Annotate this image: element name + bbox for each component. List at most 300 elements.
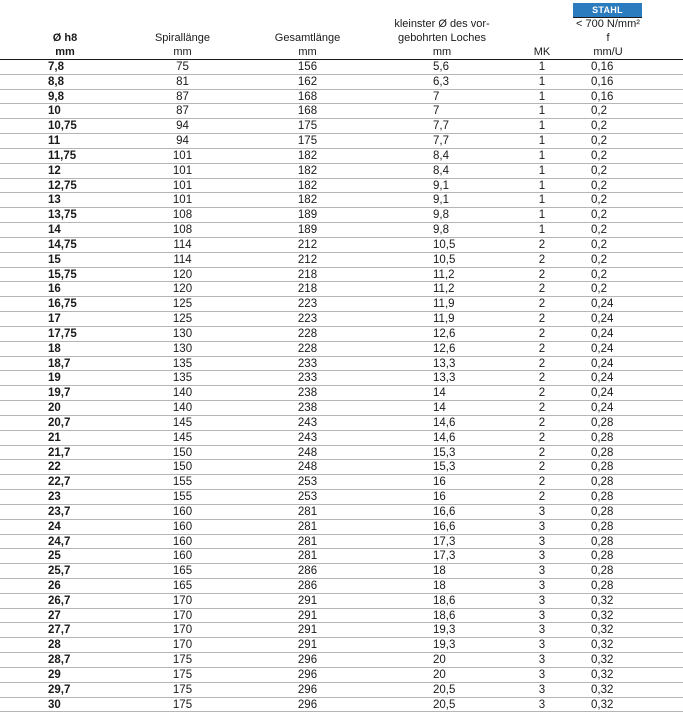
cell-spiral-length: 170 (172, 624, 193, 637)
cell-diameter: 10 (48, 105, 61, 118)
cell-mk: 2 (538, 387, 546, 400)
cell-spiral-length: 135 (172, 372, 193, 385)
cell-feed: 0,16 (591, 75, 614, 88)
cell-mk: 2 (538, 402, 546, 415)
cell-diameter: 23,7 (48, 505, 71, 518)
cell-mk: 1 (538, 90, 546, 103)
cell-spiral-length: 101 (172, 194, 193, 207)
cell-spiral-length: 101 (172, 164, 193, 177)
cell-feed: 0,2 (591, 164, 607, 177)
table-row (0, 623, 683, 638)
cell-feed: 0,32 (591, 639, 614, 652)
table-row (0, 134, 683, 149)
header-spiral-length: Spirallänge mm (154, 32, 211, 58)
cell-smallest-hole: 18 (433, 579, 446, 592)
cell-diameter: 13 (48, 194, 61, 207)
cell-total-length: 238 (297, 387, 318, 400)
cell-mk: 3 (538, 609, 546, 622)
cell-smallest-hole: 9,1 (433, 179, 449, 192)
cell-total-length: 291 (297, 639, 318, 652)
cell-total-length: 156 (297, 61, 318, 73)
cell-total-length: 212 (297, 253, 318, 266)
cell-total-length: 281 (297, 520, 318, 533)
cell-spiral-length: 175 (172, 698, 193, 711)
cell-spiral-length: 175 (172, 683, 193, 696)
cell-smallest-hole: 14 (433, 402, 446, 415)
cell-feed: 0,2 (591, 135, 607, 148)
cell-feed: 0,2 (591, 224, 607, 237)
cell-total-length: 168 (297, 105, 318, 118)
table-row (0, 193, 683, 208)
cell-diameter: 15 (48, 253, 61, 266)
cell-feed: 0,24 (591, 402, 614, 415)
cell-mk: 3 (538, 594, 546, 607)
cell-spiral-length: 87 (176, 90, 189, 103)
cell-smallest-hole: 9,8 (433, 224, 449, 237)
cell-spiral-length: 75 (176, 61, 189, 73)
cell-smallest-hole: 12,6 (433, 342, 456, 355)
table-row (0, 535, 683, 550)
cell-total-length: 223 (297, 298, 318, 311)
table-row (0, 401, 683, 416)
cell-feed: 0,32 (591, 624, 614, 637)
cell-mk: 3 (538, 520, 546, 533)
cell-smallest-hole: 18,6 (433, 609, 456, 622)
cell-total-length: 286 (297, 565, 318, 578)
cell-feed: 0,28 (591, 416, 614, 429)
table-row (0, 357, 683, 372)
cell-diameter: 17 (48, 313, 61, 326)
cell-diameter: 28 (48, 639, 61, 652)
cell-mk: 2 (538, 298, 546, 311)
cell-feed: 0,16 (591, 61, 614, 73)
cell-total-length: 182 (297, 194, 318, 207)
table-row (0, 475, 683, 490)
cell-spiral-length: 145 (172, 431, 193, 444)
cell-spiral-length: 140 (172, 387, 193, 400)
cell-spiral-length: 94 (176, 120, 189, 133)
cell-spiral-length: 165 (172, 579, 193, 592)
table-row (0, 149, 683, 164)
cell-feed: 0,28 (591, 535, 614, 548)
cell-mk: 2 (538, 446, 546, 459)
table-row (0, 386, 683, 401)
cell-diameter: 14,75 (48, 238, 77, 251)
table-row (0, 668, 683, 683)
table-row (0, 653, 683, 668)
cell-mk: 2 (538, 238, 546, 251)
header-feed: < 700 N/mm² f mm/U (576, 18, 640, 58)
cell-feed: 0,28 (591, 431, 614, 444)
cell-diameter: 29 (48, 668, 61, 681)
cell-diameter: 9,8 (48, 90, 64, 103)
cell-feed: 0,24 (591, 357, 614, 370)
table-row (0, 446, 683, 461)
cell-spiral-length: 155 (172, 491, 193, 504)
cell-spiral-length: 94 (176, 135, 189, 148)
cell-total-length: 175 (297, 135, 318, 148)
cell-feed: 0,2 (591, 194, 607, 207)
cell-mk: 1 (538, 209, 546, 222)
cell-total-length: 253 (297, 491, 318, 504)
cell-spiral-length: 140 (172, 402, 193, 415)
cell-mk: 1 (538, 75, 546, 88)
table-row (0, 342, 683, 357)
cell-total-length: 296 (297, 668, 318, 681)
cell-diameter: 23 (48, 491, 61, 504)
table-row (0, 549, 683, 564)
cell-diameter: 16,75 (48, 298, 77, 311)
cell-total-length: 296 (297, 698, 318, 711)
cell-mk: 1 (538, 164, 546, 177)
cell-feed: 0,32 (591, 654, 614, 667)
cell-smallest-hole: 16,6 (433, 520, 456, 533)
cell-total-length: 243 (297, 431, 318, 444)
table-row (0, 683, 683, 698)
cell-total-length: 291 (297, 624, 318, 637)
cell-diameter: 11 (48, 135, 61, 148)
cell-spiral-length: 130 (172, 342, 193, 355)
cell-diameter: 21 (48, 431, 61, 444)
cell-smallest-hole: 19,3 (433, 639, 456, 652)
cell-smallest-hole: 8,4 (433, 164, 449, 177)
cell-diameter: 18 (48, 342, 61, 355)
header-diameter: Ø h8 mm (52, 32, 78, 58)
cell-mk: 2 (538, 268, 546, 281)
cell-diameter: 28,7 (48, 654, 71, 667)
cell-mk: 2 (538, 313, 546, 326)
cell-total-length: 233 (297, 372, 318, 385)
cell-mk: 1 (538, 135, 546, 148)
cell-smallest-hole: 7 (433, 105, 440, 118)
cell-smallest-hole: 12,6 (433, 327, 456, 340)
cell-feed: 0,28 (591, 579, 614, 592)
cell-spiral-length: 114 (173, 238, 192, 251)
cell-smallest-hole: 15,3 (433, 461, 456, 474)
table-row (0, 579, 683, 594)
cell-mk: 1 (538, 61, 546, 73)
cell-spiral-length: 87 (176, 105, 189, 118)
cell-total-length: 296 (297, 654, 318, 667)
cell-total-length: 228 (297, 327, 318, 340)
cell-spiral-length: 170 (172, 609, 193, 622)
cell-total-length: 182 (297, 164, 318, 177)
cell-smallest-hole: 20,5 (433, 683, 456, 696)
cell-mk: 2 (538, 491, 546, 504)
cell-smallest-hole: 8,4 (433, 149, 449, 162)
table-row (0, 238, 683, 253)
cell-mk: 2 (538, 253, 546, 266)
cell-mk: 2 (538, 416, 546, 429)
cell-smallest-hole: 7,7 (433, 120, 449, 133)
cell-feed: 0,24 (591, 327, 614, 340)
cell-spiral-length: 135 (172, 357, 193, 370)
cell-diameter: 24 (48, 520, 61, 533)
cell-smallest-hole: 11,9 (433, 313, 455, 326)
cell-mk: 2 (538, 327, 546, 340)
cell-smallest-hole: 7,7 (433, 135, 449, 148)
cell-mk: 1 (538, 149, 546, 162)
cell-feed: 0,2 (591, 253, 607, 266)
cell-spiral-length: 150 (172, 446, 193, 459)
cell-spiral-length: 108 (172, 224, 193, 237)
cell-feed: 0,32 (591, 698, 614, 711)
cell-mk: 3 (538, 654, 546, 667)
cell-smallest-hole: 11,9 (433, 298, 455, 311)
cell-smallest-hole: 20,5 (433, 698, 456, 711)
cell-feed: 0,2 (591, 105, 607, 118)
header-mk: MK (533, 46, 551, 58)
cell-spiral-length: 114 (173, 253, 192, 266)
cell-mk: 2 (538, 461, 546, 474)
cell-total-length: 223 (297, 313, 318, 326)
cell-diameter: 22 (48, 461, 61, 474)
cell-diameter: 12,75 (48, 179, 77, 192)
cell-diameter: 19,7 (48, 387, 71, 400)
cell-diameter: 25 (48, 550, 61, 563)
cell-spiral-length: 175 (172, 654, 193, 667)
cell-feed: 0,28 (591, 550, 614, 563)
cell-spiral-length: 160 (172, 505, 193, 518)
cell-smallest-hole: 7 (433, 90, 440, 103)
cell-spiral-length: 125 (172, 313, 193, 326)
cell-diameter: 20,7 (48, 416, 71, 429)
cell-diameter: 19 (48, 372, 61, 385)
cell-mk: 3 (538, 683, 546, 696)
cell-mk: 3 (538, 565, 546, 578)
cell-feed: 0,32 (591, 683, 614, 696)
cell-total-length: 218 (297, 268, 318, 281)
cell-mk: 3 (538, 668, 546, 681)
header-total-length: Gesamtlänge mm (274, 32, 341, 58)
cell-spiral-length: 160 (172, 520, 193, 533)
cell-total-length: 162 (297, 75, 318, 88)
cell-diameter: 26,7 (48, 594, 71, 607)
cell-total-length: 189 (297, 209, 318, 222)
cell-feed: 0,2 (591, 179, 607, 192)
cell-diameter: 29,7 (48, 683, 71, 696)
cell-diameter: 20 (48, 402, 61, 415)
table-row (0, 564, 683, 579)
cell-spiral-length: 120 (172, 268, 193, 281)
cell-diameter: 13,75 (48, 209, 77, 222)
cell-total-length: 281 (297, 550, 318, 563)
cell-mk: 1 (538, 194, 546, 207)
cell-smallest-hole: 9,1 (433, 194, 449, 207)
cell-diameter: 7,8 (48, 61, 64, 73)
cell-spiral-length: 150 (172, 461, 193, 474)
table-row (0, 282, 683, 297)
cell-diameter: 12 (48, 164, 61, 177)
cell-diameter: 27 (48, 609, 61, 622)
cell-spiral-length: 108 (172, 209, 193, 222)
cell-total-length: 243 (297, 416, 318, 429)
table-row (0, 179, 683, 194)
cell-feed: 0,32 (591, 609, 614, 622)
cell-total-length: 238 (297, 402, 318, 415)
cell-feed: 0,28 (591, 491, 614, 504)
cell-smallest-hole: 15,3 (433, 446, 456, 459)
cell-feed: 0,2 (591, 283, 607, 296)
cell-spiral-length: 160 (172, 535, 193, 548)
table-row (0, 698, 683, 713)
cell-total-length: 228 (297, 342, 318, 355)
table-row (0, 371, 683, 386)
cell-diameter: 17,75 (48, 327, 77, 340)
table-body (0, 60, 683, 712)
cell-diameter: 10,75 (48, 120, 77, 133)
cell-total-length: 212 (297, 238, 318, 251)
cell-feed: 0,28 (591, 461, 614, 474)
cell-diameter: 8,8 (48, 75, 64, 88)
cell-diameter: 22,7 (48, 476, 71, 489)
cell-feed: 0,32 (591, 594, 614, 607)
cell-total-length: 291 (297, 609, 318, 622)
cell-mk: 3 (538, 624, 546, 637)
table-row (0, 90, 683, 105)
cell-spiral-length: 165 (172, 565, 193, 578)
cell-total-length: 286 (297, 579, 318, 592)
cell-spiral-length: 155 (172, 476, 193, 489)
material-badge-stahl: STAHL (573, 3, 642, 17)
cell-smallest-hole: 18 (433, 565, 446, 578)
cell-spiral-length: 170 (172, 594, 193, 607)
cell-total-length: 281 (297, 535, 318, 548)
cell-smallest-hole: 13,3 (433, 357, 456, 370)
table-row (0, 104, 683, 119)
cell-diameter: 11,75 (48, 149, 77, 162)
cell-total-length: 189 (297, 224, 318, 237)
cell-feed: 0,24 (591, 313, 614, 326)
table-row (0, 297, 683, 312)
table-row (0, 609, 683, 624)
cell-smallest-hole: 16 (433, 476, 446, 489)
header-smallest-hole: kleinster Ø des vor- gebohrten Loches mm (394, 18, 490, 58)
cell-spiral-length: 130 (172, 327, 193, 340)
cell-diameter: 26 (48, 579, 61, 592)
cell-mk: 3 (538, 579, 546, 592)
cell-mk: 3 (538, 505, 546, 518)
cell-total-length: 175 (297, 120, 318, 133)
table-row (0, 327, 683, 342)
table-row (0, 164, 683, 179)
cell-feed: 0,24 (591, 372, 614, 385)
cell-spiral-length: 101 (172, 179, 193, 192)
cell-mk: 1 (538, 105, 546, 118)
cell-smallest-hole: 14,6 (433, 431, 456, 444)
cell-total-length: 248 (297, 461, 318, 474)
cell-mk: 1 (538, 224, 546, 237)
cell-diameter: 27,7 (48, 624, 71, 637)
cell-mk: 2 (538, 283, 546, 296)
cell-smallest-hole: 14 (433, 387, 446, 400)
cell-feed: 0,28 (591, 565, 614, 578)
cell-total-length: 233 (297, 357, 318, 370)
table-row (0, 253, 683, 268)
cell-smallest-hole: 20 (433, 668, 446, 681)
table-row (0, 431, 683, 446)
cell-total-length: 253 (297, 476, 318, 489)
cell-feed: 0,2 (591, 120, 607, 133)
cell-mk: 2 (538, 357, 546, 370)
cell-diameter: 24,7 (48, 535, 71, 548)
cell-total-length: 296 (297, 683, 318, 696)
cell-feed: 0,24 (591, 342, 614, 355)
table-row (0, 223, 683, 238)
cell-smallest-hole: 5,6 (433, 61, 449, 73)
cell-mk: 2 (538, 431, 546, 444)
cell-total-length: 218 (297, 283, 318, 296)
cell-spiral-length: 101 (172, 149, 193, 162)
cell-total-length: 281 (297, 505, 318, 518)
cell-feed: 0,24 (591, 387, 614, 400)
cell-feed: 0,28 (591, 446, 614, 459)
cell-diameter: 30 (48, 698, 61, 711)
cell-spiral-length: 160 (172, 550, 193, 563)
cell-smallest-hole: 11,2 (433, 268, 455, 281)
cell-feed: 0,28 (591, 505, 614, 518)
cell-mk: 3 (538, 550, 546, 563)
table-row (0, 75, 683, 90)
table-row (0, 520, 683, 535)
cell-feed: 0,2 (591, 149, 607, 162)
table-row (0, 416, 683, 431)
cell-spiral-length: 170 (172, 639, 193, 652)
cell-mk: 3 (538, 535, 546, 548)
cell-mk: 2 (538, 342, 546, 355)
cell-smallest-hole: 14,6 (433, 416, 456, 429)
cell-diameter: 15,75 (48, 268, 77, 281)
cell-smallest-hole: 11,2 (433, 283, 455, 296)
cell-smallest-hole: 20 (433, 654, 446, 667)
cell-smallest-hole: 6,3 (433, 75, 449, 88)
cell-total-length: 291 (297, 594, 318, 607)
cell-feed: 0,16 (591, 90, 614, 103)
cell-total-length: 168 (297, 90, 318, 103)
cell-mk: 2 (538, 372, 546, 385)
cell-feed: 0,28 (591, 520, 614, 533)
cell-diameter: 18,7 (48, 357, 71, 370)
cell-smallest-hole: 16 (433, 491, 446, 504)
cell-smallest-hole: 18,6 (433, 594, 456, 607)
cell-diameter: 14 (48, 224, 61, 237)
cell-feed: 0,24 (591, 298, 614, 311)
cell-spiral-length: 81 (176, 75, 189, 88)
table-row (0, 119, 683, 134)
cell-smallest-hole: 17,3 (433, 550, 456, 563)
cell-mk: 3 (538, 639, 546, 652)
cell-smallest-hole: 17,3 (433, 535, 456, 548)
cell-mk: 2 (538, 476, 546, 489)
cell-mk: 3 (538, 698, 546, 711)
cell-spiral-length: 145 (172, 416, 193, 429)
table-row (0, 460, 683, 475)
cell-feed: 0,2 (591, 268, 607, 281)
table-header (0, 0, 683, 59)
table-row (0, 208, 683, 223)
table-row (0, 638, 683, 653)
cell-feed: 0,2 (591, 238, 607, 251)
cell-mk: 1 (538, 120, 546, 133)
cell-smallest-hole: 10,5 (433, 253, 456, 266)
cell-total-length: 182 (297, 179, 318, 192)
cell-spiral-length: 120 (172, 283, 193, 296)
cell-diameter: 16 (48, 283, 61, 296)
cell-feed: 0,28 (591, 476, 614, 489)
table-row (0, 60, 683, 75)
cell-mk: 1 (538, 179, 546, 192)
table-row (0, 268, 683, 283)
